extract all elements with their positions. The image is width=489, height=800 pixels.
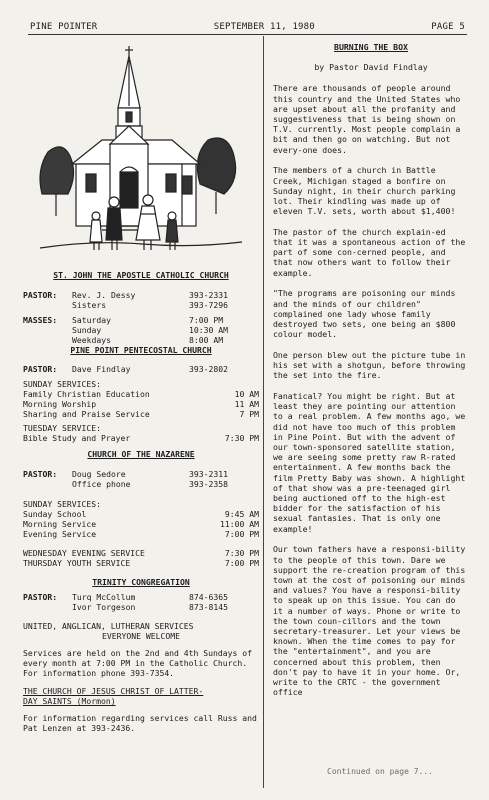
service-name: THURSDAY YOUTH SERVICE: [23, 558, 131, 568]
sisters-phone: 393-7296: [189, 300, 228, 310]
mass-day: Weekdays: [72, 335, 111, 345]
service-name: Family Christian Education: [23, 389, 150, 399]
office-phone: 393-2358: [189, 479, 228, 489]
nazarene-office-row: [23, 479, 259, 489]
article-paragraph: The pastor of the church explain-ed that it was a spontaneous action of the part of some con-cerned people, and that now others want to follow their example.: [273, 226, 466, 278]
st-john-title: ST. JOHN THE APOSTLE CATHOLIC CHURCH: [53, 270, 229, 280]
service-row: [23, 548, 259, 558]
pastor-name: Turq McCollum: [72, 592, 136, 602]
sunday-services-label: SUNDAY SERVICES:: [23, 499, 101, 509]
page-header: [30, 22, 465, 32]
lds-title-line2: DAY SAINTS (Mormon): [23, 696, 116, 706]
sunday-services-label: SUNDAY SERVICES:: [23, 379, 101, 389]
page-number: PAGE 5: [431, 22, 465, 32]
service-name: Evening Service: [23, 529, 97, 539]
trinity-pastor-row: [23, 592, 259, 602]
service-name: Sunday School: [23, 509, 87, 519]
service-row: [23, 433, 259, 443]
pastor-phone: 393-2331: [189, 290, 228, 300]
article-paragraph: "The programs are poisoning our minds and the minds of our children" complained one lady whose family destroyed two sets, one being an $800 colour model.: [273, 288, 456, 340]
second-pastor-name: Ivor Torgeson: [72, 602, 136, 612]
nazarene-title: CHURCH OF THE NAZARENE: [87, 449, 195, 459]
issue-date: SEPTEMBER 11, 1980: [213, 22, 315, 32]
trinity-title: TRINITY CONGREGATION: [92, 577, 190, 587]
service-row: [23, 519, 259, 529]
pastor-label: PASTOR:: [23, 364, 58, 374]
st-john-sisters-row: [23, 300, 259, 310]
office-name: Office phone: [72, 479, 131, 489]
service-time: 11:00 AM: [220, 519, 259, 529]
trinity-second-row: [23, 602, 259, 612]
united-services-text: Services are held on the 2nd and 4th Sundays of every month at 7:00 PM in the Catholic Church.: [23, 648, 253, 668]
service-time: 7:30 PM: [224, 433, 259, 443]
united-info-text: For information phone 393-7354.: [23, 668, 175, 678]
lds-title-line1: THE CHURCH OF JESUS CHRIST OF LATTER-: [23, 686, 204, 696]
service-row: [23, 409, 259, 419]
article-paragraph: There are thousands of people around this country and the United States who are upset about all the profanity and suggestiveness that is being shown on T.V. currently. Most people complain a bit and then go on watching. But not every-one does.: [273, 83, 461, 155]
tuesday-service-label: TUESDAY SERVICE:: [23, 423, 101, 433]
pastor-name: Rev. J. Dessy: [72, 290, 136, 300]
service-row: [23, 399, 259, 409]
service-name: Morning Worship: [23, 399, 97, 409]
nazarene-pastor-row: [23, 469, 259, 479]
service-time: 11 AM: [234, 399, 259, 409]
everyone-welcome: EVERYONE WELCOME: [102, 631, 180, 641]
service-name: Morning Service: [23, 519, 97, 529]
pentecostal-pastor-row: [23, 364, 259, 374]
pastor-phone: 393-2311: [189, 469, 228, 479]
article-burning-the-box: [273, 42, 469, 708]
article-title: BURNING THE BOX: [334, 42, 408, 52]
article-paragraph: Fanatical? You might be right. But at least they are pointing our attention to a real problem. A few months ago, we did not have too much of this problem in Pine Point. But with the advent of our town-sponsored satellite station, we are seeing some pretty raw R-rated entertainment. A few months back the film Pretty Baby was shown. A highlight of that show was a pre-teenaged girl being auctioned off to the high-est bidder for the satisfaction of his sexual fantasies. That is only one example!: [273, 390, 466, 534]
article-paragraph: Our town fathers have a responsi-bility to the people of this town. Dare we support the re-creation program of this town at the cost of poisoning our minds and values? You have a responsi-bility to speak up on this issue. You can do it a number of ways. Phone or write to the town coun-cillors and the town secretary-treasurer. Let your views be known. When the time comes to pay for the "entertainment", and you are concerned about this problem, then don't pay to have it in your home. Or, write to the CRTC - the government office: [273, 544, 466, 698]
mass-day: Saturday: [72, 315, 111, 325]
service-row: [23, 558, 259, 568]
mass-time: 8:00 AM: [189, 335, 224, 345]
church-directory: [23, 270, 259, 733]
service-row: [23, 389, 259, 399]
mass-row: [23, 335, 259, 345]
pastor-label: PASTOR:: [23, 592, 58, 602]
st-john-pastor-row: [23, 290, 259, 300]
united-services-heading: UNITED, ANGLICAN, LUTHERAN SERVICES: [23, 621, 194, 631]
service-name: WEDNESDAY EVENING SERVICE: [23, 548, 145, 558]
church-illustration: [32, 44, 247, 266]
service-name: Sharing and Praise Service: [23, 409, 150, 419]
header-rule: [28, 34, 467, 35]
service-row: [23, 529, 259, 539]
pastor-name: Dave Findlay: [72, 364, 131, 374]
article-paragraph: One person blew out the picture tube in his set with a shotgun, before throwing the set into the fire.: [273, 349, 466, 381]
mass-time: 7:00 PM: [189, 315, 224, 325]
pentecostal-title: PINE POINT PENTECOSTAL CHURCH: [70, 345, 212, 355]
pastor-label: PASTOR:: [23, 290, 58, 300]
service-time: 7:00 PM: [224, 558, 259, 568]
lds-info-text: For information regarding services call Russ and Pat Lenzen at 393-2436.: [23, 713, 257, 733]
mass-row: [23, 325, 259, 335]
service-time: 9:45 AM: [224, 509, 259, 519]
masses-label: MASSES:: [23, 315, 58, 325]
column-divider: [263, 36, 264, 788]
service-row: [23, 509, 259, 519]
mass-day: Sunday: [72, 325, 102, 335]
paper-name: PINE POINTER: [30, 22, 98, 32]
pastor-label: PASTOR:: [23, 469, 58, 479]
continued-note: Continued on page 7...: [327, 767, 433, 776]
service-time: 7 PM: [239, 409, 259, 419]
sisters-name: Sisters: [72, 300, 107, 310]
pastor-name: Doug Sedore: [72, 469, 126, 479]
mass-time: 10:30 AM: [189, 325, 228, 335]
article-byline: by Pastor David Findlay: [314, 62, 428, 73]
service-time: 10 AM: [234, 389, 259, 399]
service-time: 7:30 PM: [224, 548, 259, 558]
second-pastor-phone: 873-8145: [189, 602, 228, 612]
pastor-phone: 393-2802: [189, 364, 228, 374]
pastor-phone: 874-6365: [189, 592, 228, 602]
service-time: 7:00 PM: [224, 529, 259, 539]
mass-row: [23, 315, 259, 325]
service-name: Bible Study and Prayer: [23, 433, 131, 443]
article-paragraph: The members of a church in Battle Creek, Michigan staged a bonfire on Sunday night, in their church parking lot. Their kindling was made up of eleven T.V. sets, worth about $1,400!: [273, 165, 456, 217]
